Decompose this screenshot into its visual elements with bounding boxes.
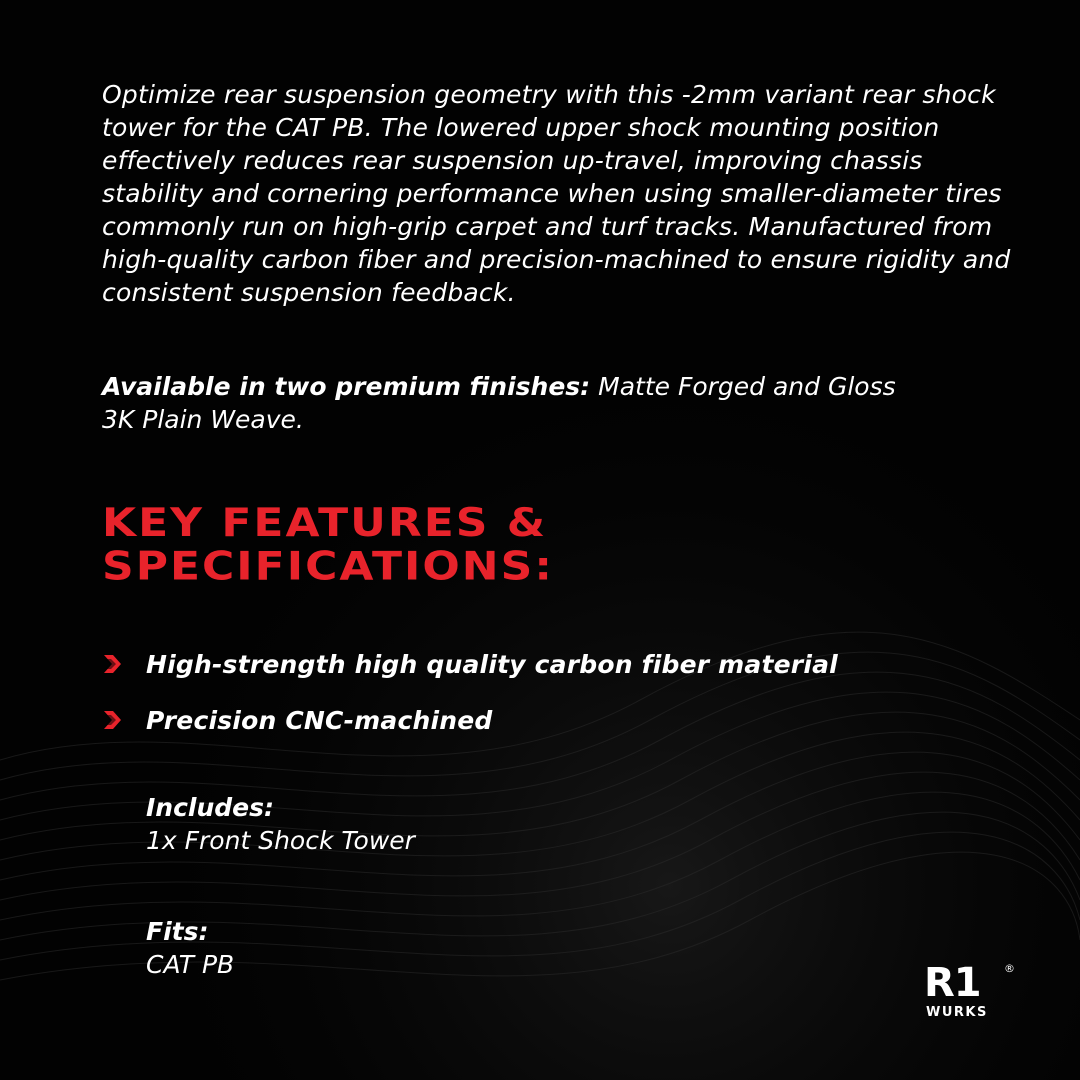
- logo-mark: R1: [924, 960, 981, 1006]
- logo-word: WURKS: [926, 1005, 988, 1020]
- feature-text: High-strength high quality carbon fiber material: [146, 649, 838, 679]
- key-features-heading: KEY FEATURES & SPECIFICATIONS:: [102, 500, 554, 590]
- features-list: [102, 644, 838, 756]
- includes-block: [146, 791, 415, 857]
- finishes-value: Matte Forged and Gloss 3K Plain Weave.: [102, 372, 896, 434]
- chevron-double-icon: [102, 652, 124, 676]
- includes-value: 1x Front Shock Tower: [146, 826, 415, 855]
- fits-block: [146, 915, 234, 981]
- feature-item: [102, 644, 838, 684]
- r1-wurks-logo: [924, 960, 1020, 1020]
- includes-label: Includes:: [146, 793, 275, 822]
- description-text: Optimize rear suspension geometry with this -2mm variant rear shock tower for the CAT PB. The lowered upper shock mounting position effectively reduces rear suspension up-travel, improving chassis stability and cornering performance when using smaller-diameter tires commonly run on high-grip carpet and turf tracks. Manufactured from high-quality carbon fiber and precision-machined to ensure rigidity and consistent suspension feedback.: [102, 80, 1011, 307]
- chevron-double-icon: [102, 708, 124, 732]
- product-description: [102, 78, 1022, 309]
- feature-item: [102, 700, 838, 740]
- registered-mark: ®: [1004, 962, 1015, 975]
- fits-label: Fits:: [146, 917, 209, 946]
- fits-value: CAT PB: [146, 950, 235, 979]
- finishes-label: Available in two premium finishes:: [102, 372, 591, 401]
- feature-text: Precision CNC-machined: [146, 705, 493, 735]
- finishes-text: [102, 370, 922, 436]
